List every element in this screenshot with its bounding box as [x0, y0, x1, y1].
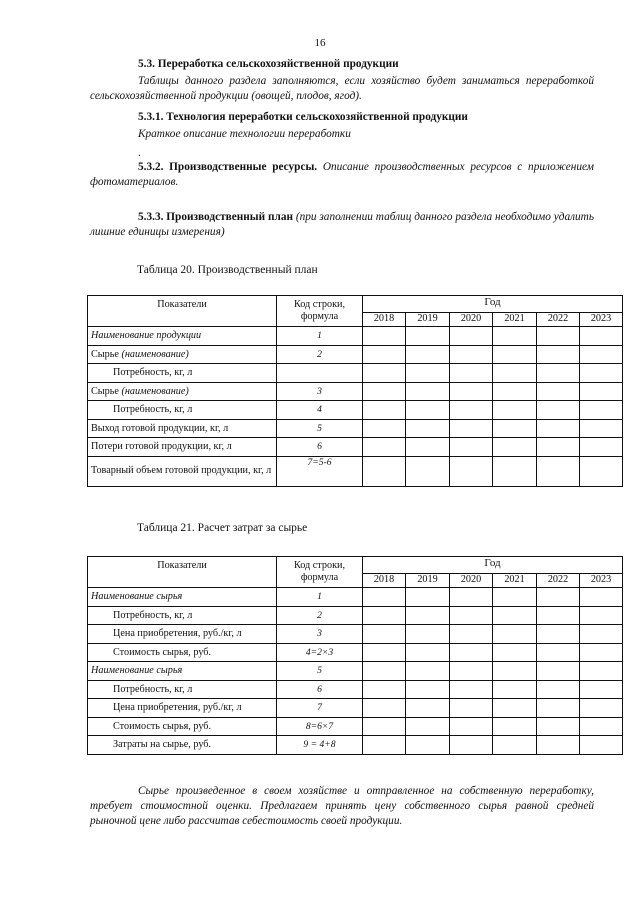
year-cell [363, 736, 406, 755]
year-cell [450, 717, 493, 736]
row-label: Стоимость сырья, руб. [88, 643, 277, 662]
table-20-year-2022: 2022 [537, 313, 580, 327]
section-intro: Таблицы данного раздела заполняются, если хозяйство будет заниматься переработкой сельскохозяйственной продукции (овощей, плодов, ягод). [90, 75, 594, 102]
table-row [88, 345, 623, 364]
year-cell [580, 419, 623, 438]
year-cell [580, 643, 623, 662]
year-cell [450, 643, 493, 662]
row-code: 2 [277, 606, 363, 625]
year-cell [537, 699, 580, 718]
year-cell [450, 736, 493, 755]
row-label: Товарный объем готовой продукции, кг, л [88, 456, 277, 486]
year-cell [450, 588, 493, 607]
table-21-year-2018: 2018 [363, 574, 406, 588]
year-cell [450, 625, 493, 644]
year-cell [580, 364, 623, 383]
row-code: 3 [277, 625, 363, 644]
year-cell [363, 606, 406, 625]
year-cell [580, 456, 623, 486]
year-cell [406, 699, 450, 718]
year-cell [580, 588, 623, 607]
year-cell [450, 662, 493, 681]
year-cell [363, 699, 406, 718]
year-cell [537, 588, 580, 607]
year-cell [537, 643, 580, 662]
table-20 [87, 295, 623, 487]
year-cell [493, 327, 537, 346]
year-cell [363, 382, 406, 401]
row-code: 5 [277, 419, 363, 438]
year-cell [493, 345, 537, 364]
year-cell [537, 438, 580, 457]
subsection-2-text: Описание производственных ресурсов с приложением фотоматериалов. [90, 161, 594, 188]
row-label: Потребность, кг, л [88, 680, 277, 699]
year-cell [363, 643, 406, 662]
stray-dot: . [138, 147, 141, 159]
year-cell [406, 717, 450, 736]
row-code: 9 = 4+8 [277, 736, 363, 755]
year-cell [406, 625, 450, 644]
table-20-year-2020: 2020 [450, 313, 493, 327]
year-cell [406, 588, 450, 607]
year-cell [580, 680, 623, 699]
table-row [88, 382, 623, 401]
subsection-3-heading: 5.3.3. Производственный план [138, 211, 293, 223]
year-cell [363, 401, 406, 420]
year-cell [580, 401, 623, 420]
subsection-1-heading: 5.3.1. Технология переработки сельскохозяйственной продукции [138, 111, 468, 123]
year-cell [406, 662, 450, 681]
year-cell [537, 401, 580, 420]
row-label: Потребность, кг, л [88, 401, 277, 420]
table-21-header-code: Код строки, формула [277, 557, 363, 588]
year-cell [493, 680, 537, 699]
table-21-year-2023: 2023 [580, 574, 623, 588]
year-cell [537, 327, 580, 346]
year-cell [450, 699, 493, 718]
row-code: 4=2×3 [277, 643, 363, 662]
table-row [88, 419, 623, 438]
year-cell [537, 736, 580, 755]
row-code: 8=6×7 [277, 717, 363, 736]
year-cell [363, 345, 406, 364]
year-cell [537, 345, 580, 364]
label-parenthetical: (наименование) [121, 348, 189, 360]
year-cell [406, 345, 450, 364]
year-cell [493, 419, 537, 438]
row-code [277, 364, 363, 383]
section-heading: 5.3. Переработка сельскохозяйственной продукции [138, 58, 399, 70]
year-cell [450, 364, 493, 383]
table-21-year-2021: 2021 [493, 574, 537, 588]
year-cell [537, 456, 580, 486]
year-cell [363, 456, 406, 486]
row-code: 7=5-6 [277, 456, 363, 486]
year-cell [406, 419, 450, 438]
row-label: Потери готовой продукции, кг, л [88, 438, 277, 457]
table-21-header-year: Год [363, 557, 623, 574]
year-cell [450, 680, 493, 699]
table-row [88, 401, 623, 420]
year-cell [580, 606, 623, 625]
year-cell [537, 419, 580, 438]
year-cell [493, 699, 537, 718]
year-cell [493, 382, 537, 401]
year-cell [493, 456, 537, 486]
table-row [88, 606, 623, 625]
year-cell [537, 364, 580, 383]
subsection-1-text: Краткое описание технологии переработки [138, 128, 351, 140]
year-cell [406, 382, 450, 401]
table-20-year-2023: 2023 [580, 313, 623, 327]
year-cell [580, 717, 623, 736]
year-cell [363, 438, 406, 457]
table-row [88, 438, 623, 457]
year-cell [450, 382, 493, 401]
year-cell [493, 625, 537, 644]
year-cell [450, 606, 493, 625]
row-label: Выход готовой продукции, кг, л [88, 419, 277, 438]
year-cell [406, 643, 450, 662]
year-cell [537, 717, 580, 736]
subsection-2-paragraph [90, 160, 594, 190]
row-label: Потребность, кг, л [88, 606, 277, 625]
year-cell [537, 662, 580, 681]
year-cell [450, 401, 493, 420]
year-cell [363, 327, 406, 346]
year-cell [493, 736, 537, 755]
row-code: 3 [277, 382, 363, 401]
table-row [88, 680, 623, 699]
table-21 [87, 556, 623, 755]
year-cell [450, 456, 493, 486]
year-cell [406, 364, 450, 383]
year-cell [580, 438, 623, 457]
row-code: 4 [277, 401, 363, 420]
table-21-year-2019: 2019 [406, 574, 450, 588]
label-main: Сырье [91, 348, 122, 360]
label-main: Сырье [91, 385, 122, 397]
table-20-header-year: Год [363, 296, 623, 313]
table-20-year-2021: 2021 [493, 313, 537, 327]
year-cell [406, 680, 450, 699]
year-cell [580, 327, 623, 346]
year-cell [450, 438, 493, 457]
table-row [88, 717, 623, 736]
year-cell [450, 327, 493, 346]
year-cell [406, 401, 450, 420]
table-row [88, 588, 623, 607]
year-cell [363, 588, 406, 607]
label-parenthetical: (наименование) [121, 385, 189, 397]
year-cell [450, 345, 493, 364]
year-cell [493, 717, 537, 736]
row-label [88, 382, 277, 401]
row-code: 7 [277, 699, 363, 718]
table-row [88, 456, 623, 486]
year-cell [580, 699, 623, 718]
year-cell [580, 345, 623, 364]
table-21-year-2022: 2022 [537, 574, 580, 588]
table-20-year-2019: 2019 [406, 313, 450, 327]
raw-material-label [91, 349, 189, 360]
year-cell [493, 643, 537, 662]
year-cell [363, 419, 406, 438]
year-cell [493, 364, 537, 383]
closing-paragraph: Сырье произведенное в своем хозяйстве и отправленное на собственную переработку, требует стоимостной оценки. Предлагаем принять цену собственного сырья равной средней рыночной цене либо рассчитав себестоимость своей продукции. [90, 785, 594, 827]
row-label: Затраты на сырье, руб. [88, 736, 277, 755]
year-cell [580, 662, 623, 681]
row-label: Стоимость сырья, руб. [88, 717, 277, 736]
year-cell [406, 456, 450, 486]
year-cell [406, 327, 450, 346]
year-cell [537, 382, 580, 401]
table-row [88, 736, 623, 755]
year-cell [493, 662, 537, 681]
table-21-year-2020: 2020 [450, 574, 493, 588]
year-cell [363, 625, 406, 644]
year-cell [406, 736, 450, 755]
row-label [88, 345, 277, 364]
year-cell [363, 717, 406, 736]
subsection-3-text: (при заполнении таблиц данного раздела необходимо удалить лишние единицы измерения) [90, 211, 594, 238]
table-20-year-2018: 2018 [363, 313, 406, 327]
row-code: 6 [277, 438, 363, 457]
row-label: Наименование сырья [88, 588, 277, 607]
table-row [88, 699, 623, 718]
table-row [88, 327, 623, 346]
row-label: Цена приобретения, руб./кг, л [88, 625, 277, 644]
year-cell [450, 419, 493, 438]
subsection-3-paragraph [90, 210, 594, 240]
page-number: 16 [314, 37, 326, 49]
year-cell [537, 680, 580, 699]
year-cell [363, 680, 406, 699]
year-cell [363, 364, 406, 383]
row-label: Наименование продукции [88, 327, 277, 346]
row-label: Потребность, кг, л [88, 364, 277, 383]
year-cell [580, 736, 623, 755]
row-code: 6 [277, 680, 363, 699]
table-row [88, 625, 623, 644]
table-21-header-indicator: Показатели [88, 557, 277, 588]
year-cell [537, 606, 580, 625]
row-code: 5 [277, 662, 363, 681]
year-cell [406, 606, 450, 625]
year-cell [493, 588, 537, 607]
year-cell [363, 662, 406, 681]
year-cell [580, 382, 623, 401]
row-code: 1 [277, 588, 363, 607]
row-label: Цена приобретения, руб./кг, л [88, 699, 277, 718]
year-cell [493, 401, 537, 420]
table-20-header-indicator: Показатели [88, 296, 277, 327]
year-cell [537, 625, 580, 644]
table-row [88, 364, 623, 383]
table-21-caption: Таблица 21. Расчет затрат за сырье [137, 522, 308, 534]
table-20-header-code: Код строки, формула [277, 296, 363, 327]
year-cell [493, 438, 537, 457]
row-code: 1 [277, 327, 363, 346]
table-row [88, 662, 623, 681]
year-cell [493, 606, 537, 625]
table-row [88, 643, 623, 662]
subsection-2-heading: 5.3.2. Производственные ресурсы. [138, 161, 318, 173]
year-cell [406, 438, 450, 457]
table-20-caption: Таблица 20. Производственный план [137, 264, 318, 276]
year-cell [580, 625, 623, 644]
row-code: 2 [277, 345, 363, 364]
row-label: Наименование сырья [88, 662, 277, 681]
